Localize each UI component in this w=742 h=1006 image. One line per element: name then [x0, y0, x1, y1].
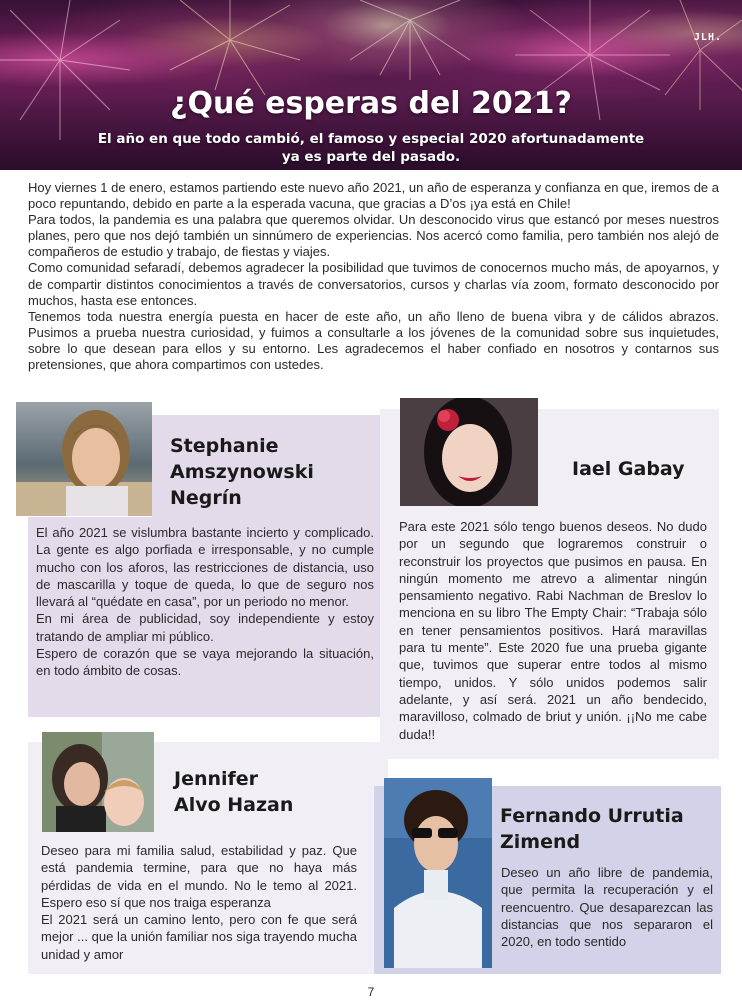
- profile-paragraph: El 2021 será un camino lento, pero con fe que será mejor ... que la unión familiar nos siga trayendo mucha unidad y amor: [41, 912, 357, 962]
- profile-text: [41, 842, 357, 963]
- jennifer-photo: [42, 732, 154, 832]
- profile-paragraph: Deseo para mi familia salud, estabilidad y paz. Que está pandemia termine, para que no haya más pérdidas de vida en el mundo. No le temo al 2021. Espero eso sí que nos traiga esperanza: [41, 843, 357, 910]
- page-subtitle: El año en que todo cambió, el famoso y especial 2020 afortunadamente ya es parte del pasado.: [97, 131, 645, 165]
- page-number: 7: [367, 985, 375, 999]
- profile-name: [174, 766, 384, 818]
- name-line: Alvo Hazan: [174, 794, 294, 816]
- profile-paragraph: Para este 2021 sólo tengo buenos deseos. No dudo por un segundo que lograremos construir o reconstruir los proyectos que pusimos en pausa. En ningún momento me atrevo a alimentar ningún pensamiento negativo. Rabi Nachman de Breslov lo menciona en su libro The Empty Chair: “Trabaja sólo en tener pensamientos positivos. Hará maravillas para tu mente”. Este 2020 fue una prueba gigante que, tuvimos que superar entre todos al mismo tiempo, unidos. Y sólo unidos podemos salir adelante, y así será. 2021 un año bendecido, maravilloso, colmado de briut y unión. ¡¡No me cabe duda!!: [399, 519, 707, 742]
- name-line: Fernando Urrutia: [500, 805, 684, 827]
- page-title: ¿Qué esperas del 2021?: [170, 86, 572, 121]
- name-line: Negrín: [170, 487, 242, 509]
- profile-paragraph: El año 2021 se vislumbra bastante incierto y complicado. La gente es algo porfiada e irresponsable, y no cumple mucho con los aforos, las restricciones de distancia, uso de mascarilla y toque de queda, lo que de seguro nos llevará al “quédate en casa”, por un periodo no menor.: [36, 525, 374, 610]
- profile-text: [36, 524, 374, 680]
- profile-paragraph: Deseo un año libre de pandemia, que permita la recuperación y el reencuentro. Que desaparezcan las distancias que nos separaron el 2020, en todo sentido: [501, 865, 713, 950]
- profile-paragraph: En mi área de publicidad, soy independiente y estoy tratando de ampliar mi público.: [36, 611, 374, 644]
- profile-name: [170, 433, 380, 511]
- name-line: Amszynowski: [170, 461, 314, 483]
- intro-paragraph: Hoy viernes 1 de enero, estamos partiendo este nuevo año 2021, un año de esperanza y confianza en que, iremos de a poco repuntando, debido en parte a la esperada vacuna, que gracias a D’os ¡ya está en Chile!: [28, 180, 719, 212]
- intro-paragraph: Como comunidad sefaradí, debemos agradecer la posibilidad que tuvimos de conocernos mucho más, de apoyarnos, y de compartir distintos conocimientos a través de conversatorios, cursos y charlas vía zoom, formato desconocido por muchos, hasta ese entonces.: [28, 260, 719, 308]
- name-line: Iael Gabay: [572, 458, 685, 480]
- iael-photo: [400, 398, 538, 506]
- profile-text: [399, 518, 707, 743]
- intro-text: [28, 180, 719, 373]
- header-banner: [0, 0, 742, 170]
- name-line: Jennifer: [174, 768, 259, 790]
- stephanie-photo: [16, 402, 152, 516]
- author-initials: JLH.: [693, 32, 722, 43]
- name-line: Stephanie: [170, 435, 279, 457]
- profile-name: [500, 803, 716, 855]
- profile-text: [501, 864, 713, 950]
- name-line: Zimend: [500, 831, 581, 853]
- fernando-photo: [384, 778, 492, 968]
- profile-name: [572, 456, 712, 482]
- intro-paragraph: Para todos, la pandemia es una palabra que queremos olvidar. Un desconocido virus que estancó por meses nuestros planes, pero que nos dejó también un sinnúmero de experiencias. Nos acercó como familia, pero también nos alejó de compañeros de estudio y trabajo, de fiestas y viajes.: [28, 212, 719, 260]
- profile-paragraph: Espero de corazón que se vaya mejorando la situación, en todo ámbito de cosas.: [36, 646, 374, 679]
- intro-paragraph: Tenemos toda nuestra energía puesta en hacer de este año, un año lleno de buena vibra y de cálidos abrazos. Pusimos a prueba nuestra curiosidad, y fuimos a consultarle a los jóvenes de la comunidad sobre sus inquietudes, sobre lo que desean para ellos y su entorno. Les agradecemos el haber confiado en nosotros y contarnos sus pretensiones, que ahora compartimos con ustedes.: [28, 308, 719, 373]
